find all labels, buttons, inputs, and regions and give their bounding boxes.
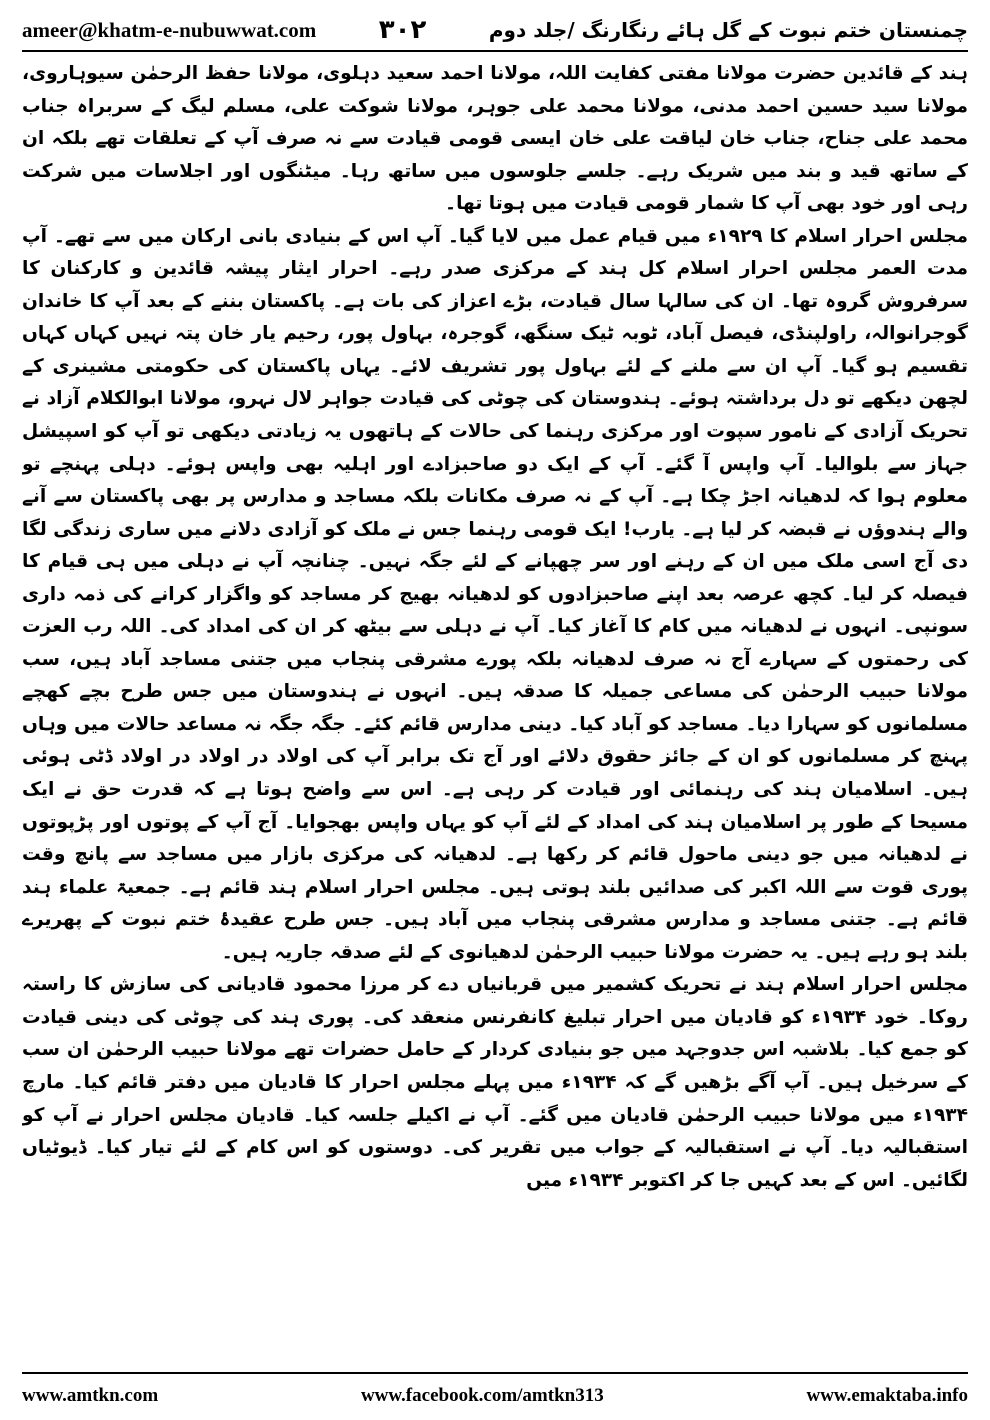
paragraph-3: مجلس احرار اسلام ہند نے تحریک کشمیر میں قربانیاں دے کر مرزا محمود قادیانی کی سازش کا راستہ روکا۔ خود ۱۹۳۴ء کو قادیان میں احرار تبلیغ کانفرنس منعقد کی۔ پوری ہند کی چوٹی کی دینی قیادت کو جمع کیا۔ بلاشبہ اس جدوجہد میں جو بنیادی کردار کے حامل حضرات تھے مولانا حبیب الرحمٰن ان سب کے سرخیل ہیں۔ آپ آگے بڑھیں گے کہ ۱۹۳۴ء میں پہلے مجلس احرار کا قادیان میں دفتر قائم کیا۔ مارچ ۱۹۳۴ء میں مولانا حبیب الرحمٰن قادیان میں گئے۔ آپ نے اکیلے جلسہ کیا۔ قادیان مجلس احرار نے آپ کو استقبالیہ دیا۔ آپ نے استقبالیہ کے جواب میں تقریر کی۔ دوستوں کو اس کام کے لئے تیار کیا۔ ڈیوٹیاں لگائیں۔ اس کے بعد کہیں جا کر اکتوبر ۱۹۳۴ء میں — [22, 974, 968, 1191]
header-divider — [22, 50, 968, 52]
footer-link-facebook[interactable]: www.facebook.com/amtkn313 — [360, 1385, 604, 1406]
footer-link-amtkn[interactable]: www.amtkn.com — [22, 1385, 159, 1406]
paragraph-2: مجلس احرار اسلام کا ۱۹۲۹ء میں قیام عمل میں لایا گیا۔ آپ اس کے بنیادی بانی ارکان میں سے تھے۔ آپ مدت العمر مجلس احرار اسلام کل ہند کے مرکزی صدر رہے۔ احرار ایثار پیشہ قائدین و کارکنان کا سرفروش گروہ تھا۔ ان کی سالہا سال قیادت، بڑے اعزاز کی بات ہے۔ پاکستان بننے کے بعد آپ کا خاندان گوجرانوالہ، راولپنڈی، فیصل آباد، ٹوبہ ٹیک سنگھ، گوجرہ، بہاول پور، رحیم یار خان پتہ نہیں کہاں کہاں تقسیم ہو گیا۔ آپ ان سے ملنے کے لئے بہاول پور تشریف لائے۔ یہاں پاکستان کی حکومتی مشینری کے لچھن دیکھے تو دل برداشتہ ہوئے۔ ہندوستان کی چوٹی کی قیادت جواہر لال نہرو، مولانا ابوالکلام آزاد نے تحریک آزادی کے نامور سپوت اور مرکزی رہنما کی حالات کے ہاتھوں یہ زیادتی دیکھی تو آپ کو اسپیشل جہاز سے بلوالیا۔ آپ واپس آ گئے۔ آپ کے ایک دو صاحبزادے اور اہلیہ بھی واپس ہوئے۔ دہلی پہنچے تو معلوم ہوا کہ لدھیانہ اجڑ چکا ہے۔ آپ کے نہ صرف مکانات بلکہ مساجد و مدارس پر بھی پاکستان سے آنے والے ہندوؤں نے قبضہ کر لیا ہے۔ یارب! ایک قومی رہنما جس نے ملک کو آزادی دلانے میں ساری زندگی لگا دی آج اسی ملک میں ان کے رہنے اور سر چھپانے کے لئے جگہ نہیں۔ چنانچہ آپ نے دہلی میں ہی قیام کا فیصلہ کر لیا۔ کچھ عرصہ بعد اپنے صاحبزادوں کو لدھیانہ بھیج کر مساجد کو واگزار کرانے کی ذمہ داری سونپی۔ انہوں نے لدھیانہ میں کام کا آغاز کیا۔ آپ نے دہلی سے بیٹھ کر ان کی امداد کی۔ اللہ رب العزت کی رحمتوں کے سہارے آج نہ صرف لدھیانہ بلکہ پورے مشرقی پنجاب میں جتنی مساجد آباد ہیں، سب مولانا حبیب الرحمٰن کی مساعی جمیلہ کا صدقہ ہیں۔ انہوں نے ہندوستان میں جس طرح بچے کھچے مسلمانوں کو سہارا دیا۔ مساجد کو آباد کیا۔ دینی مدارس قائم کئے۔ جگہ جگہ نہ مساعد حالات میں وہاں پہنچ کر مسلمانوں کو ان کے جائز حقوق دلائے اور آج تک برابر آپ کی اولاد در اولاد در اولاد ڈٹی ہوئی ہیں۔ اسلامیان ہند کی رہنمائی اور قیادت کر رہی ہے۔ اس سے واضح ہوتا ہے کہ قدرت حق نے ایک مسیحا کے طور پر اسلامیان ہند کی امداد کے لئے آپ کو یہاں واپس بھجوایا۔ آج آپ کے پوتوں اور پڑپوتوں نے لدھیانہ میں جو دینی ماحول قائم کر رکھا ہے۔ لدھیانہ کی مرکزی بازار میں مساجد سے پانچ وقت پوری قوت سے اللہ اکبر کی صدائیں بلند ہوتی ہیں۔ مجلس احرار اسلام ہند قائم ہے۔ جمعیۃ علماء ہند قائم ہے۔ جتنی مساجد و مدارس مشرقی پنجاب میں آباد ہیں۔ جس طرح عقیدۂ ختم نبوت کے پھریرے بلند ہو رہے ہیں۔ یہ حضرت مولانا حبیب الرحمٰن لدھیانوی کے لئے صدقہ جاریہ ہیں۔ — [22, 225, 968, 963]
footer-divider — [22, 1372, 968, 1374]
footer-link-emaktaba[interactable]: www.emaktaba.info — [806, 1385, 968, 1406]
paragraph-1: ہند کے قائدین حضرت مولانا مفتی کفایت اللہ، مولانا احمد سعید دہلوی، مولانا حفظ الرحمٰن سیوہاروی، مولانا سید حسین احمد مدنی، مولانا محمد علی جوہر، مولانا شوکت علی، مسلم لیگ کے سربراہ جناب محمد علی جناح، جناب خان لیاقت علی خان ایسی قومی قیادت سے نہ صرف آپ کے تعلقات تھے بلکہ ان کے ساتھ قید و بند میں شریک رہے۔ جلسے جلوسوں میں ساتھ رہا۔ میٹنگوں اور اجلاسات میں شرکت رہی اور خود بھی آپ کا شمار قومی قیادت میں ہوتا تھا۔ — [22, 63, 968, 215]
page-footer — [22, 1380, 968, 1412]
page-number: ۳۰۲ — [378, 15, 427, 45]
book-title: چمنستان ختم نبوت کے گل ہائے رنگارنگ /جلد دوم — [488, 18, 968, 42]
body-text — [22, 58, 968, 1366]
page-header — [22, 10, 968, 50]
header-email: ameer@khatm-e-nubuwwat.com — [22, 17, 317, 42]
